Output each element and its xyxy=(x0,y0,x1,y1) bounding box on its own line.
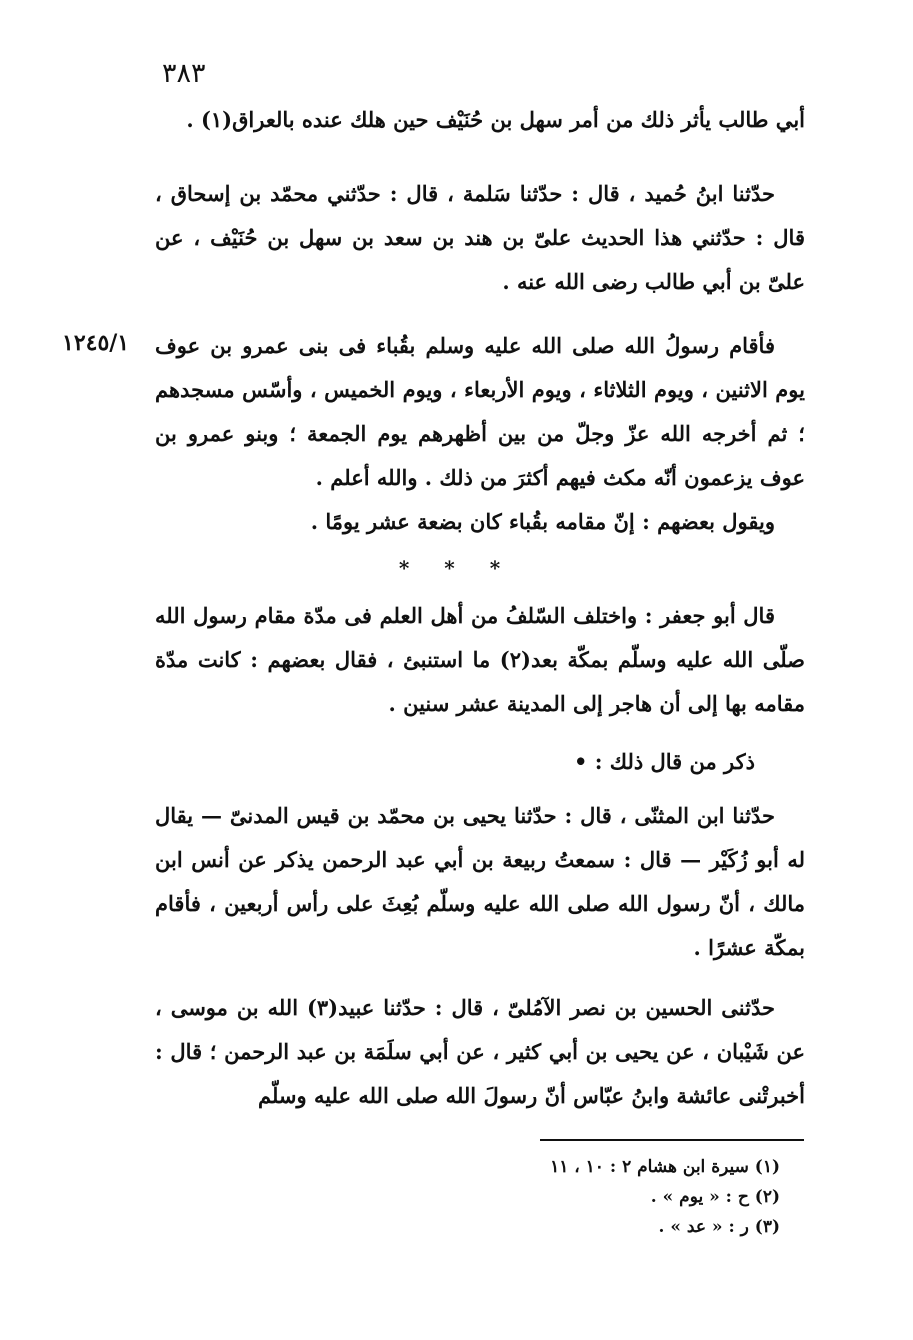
footnote-1: (١) سيرة ابن هشام ٢ : ١٠ ، ١١ xyxy=(550,1157,780,1177)
paragraph-6: حدّثنا ابن المثنّى ، قال : حدّثنا يحيى بن محمّد بن قيس المدنىّ — يقال له أبو زُكَيْر — قال : سمعتُ ربيعة بن أبي عبد الرحمن يذكر عن أنس ابن مالك ، أنّ رسول الله صلى الله عليه وسلّم بُعِثَ على رأس أربعين ، فأقام بمكّة عشرًا . xyxy=(155,803,805,960)
paragraph-5: قال أبو جعفر : واختلف السّلفُ من أهل العلم فى مدّة مقام رسول الله صلّى الله عليه وسلّم بمكّة بعد(٢) ما استنبئ ، فقال بعضهم : كانت مدّة مقامه بها إلى أن هاجر إلى المدينة عشر سنين . xyxy=(155,603,805,716)
bullet-mark: • xyxy=(573,749,588,774)
paragraph-2: حدّثنا ابنُ حُميد ، قال : حدّثنا سَلمة ، قال : حدّثني محمّد بن إسحاق ، قال : حدّثني هذا الحديث علىّ بن هند بن سعد بن سهل بن حُنَيْف ، عن علىّ بن أبي طالب رضى الله عنه . xyxy=(155,181,805,294)
margin-reference: ١٢٤٥/١ xyxy=(62,330,130,356)
paragraph-1: أبي طالب يأثر ذلك من أمر سهل بن حُنَيْف حين هلك عنده بالعراق(١) . xyxy=(186,107,805,132)
paragraph-3: فأقام رسولُ الله صلى الله عليه وسلم بقُباء فى بنى عمرو بن عوف يوم الاثنين ، ويوم الثلاثاء ، ويوم الأربعاء ، ويوم الخميس ، وأسّس مسجدهم ؛ ثم أخرجه الله عزّ وجلّ من بين أظهرهم يوم الجمعة ؛ وبنو عمرو بن عوف يزعمون أنّه مكث فيهم أكثرَ من ذلك . والله أعلم . xyxy=(155,333,805,490)
page-number: ٣٨٣ xyxy=(162,58,206,89)
heading-text: ذكر من قال ذلك : xyxy=(594,749,755,774)
footnotes xyxy=(480,1152,780,1242)
section-separator: * * * xyxy=(398,556,515,580)
paragraph-4: ويقول بعضهم : إنّ مقامه بقُباء كان بضعة عشر يومًا . xyxy=(310,509,775,534)
footnote-3: (٣) ر : « عد » . xyxy=(658,1217,780,1237)
footnote-divider xyxy=(540,1139,804,1141)
footnote-2: (٢) ح : « يوم » . xyxy=(650,1187,780,1207)
paragraph-7: حدّثنى الحسين بن نصر الآمُلىّ ، قال : حدّثنا عبيد(٣) الله بن موسى ، عن شَيْبان ، عن يحيى بن أبي كثير ، عن أبي سلَمَة بن عبد الرحمن ؛ قال : أخبرتْنى عائشة وابنُ عبّاس أنّ رسولَ الله صلى الله عليه وسلّم xyxy=(155,995,805,1108)
section-heading xyxy=(155,742,755,782)
